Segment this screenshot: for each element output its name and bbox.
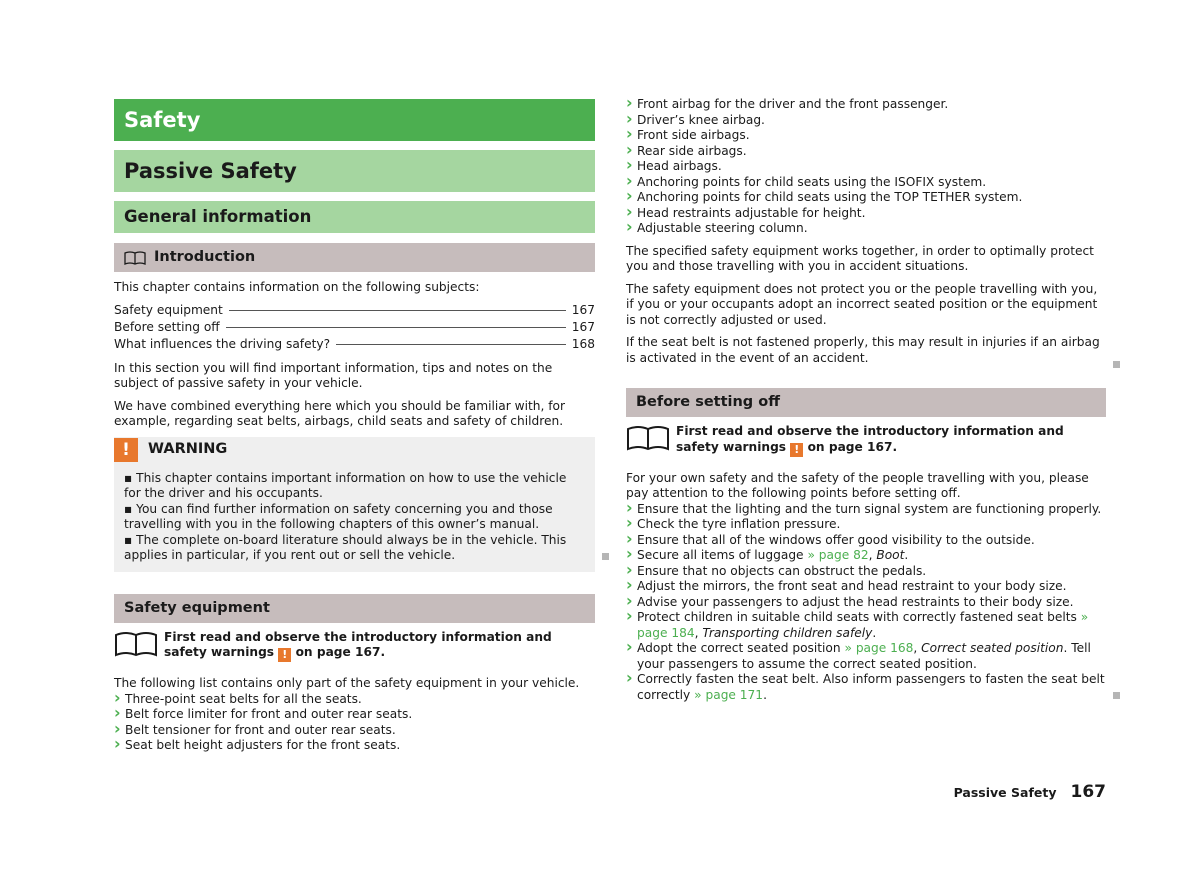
reference-title: Boot bbox=[876, 548, 905, 562]
book-icon bbox=[626, 425, 670, 451]
warning-icon: ! bbox=[790, 443, 803, 457]
warning-item: ▪ You can find further information on safety concerning you and those travelling with you in the following chapters of this owner’s manual. bbox=[124, 501, 553, 531]
book-icon bbox=[124, 251, 146, 265]
reference-title: Correct seated position bbox=[921, 641, 1064, 655]
list-item: › Ensure that no objects can obstruct the pedals. bbox=[626, 564, 1106, 580]
list-intro: The following list contains only part of the safety equipment in your vehicle. bbox=[114, 676, 580, 690]
list-item: › Anchoring points for child seats using the TOP TETHER system. bbox=[626, 190, 1106, 206]
toc-row[interactable] bbox=[114, 337, 595, 354]
list-item: › Adjustable steering column. bbox=[626, 221, 1106, 237]
list-item: › Belt tensioner for front and outer rear seats. bbox=[114, 723, 595, 739]
paragraph: The safety equipment does not protect you or the people travelling with you, if you or your occupants adopt an incorrect seated position or the equipment is not correctly adjusted or used. bbox=[626, 281, 1098, 327]
list-item: › Protect children in suitable child seats with correctly fastened seat belts » page 184, Transporting children safely. bbox=[626, 610, 1106, 641]
warning-title: WARNING bbox=[148, 440, 228, 457]
safety-equipment-list bbox=[114, 692, 595, 754]
list-item: › Head airbags. bbox=[626, 159, 1106, 175]
page-link[interactable]: » page 171 bbox=[694, 687, 764, 702]
right-column bbox=[626, 97, 1106, 703]
warning-item: ▪ This chapter contains important information on how to use the vehicle for the driver and his occupants. bbox=[124, 470, 567, 500]
list-item: › Rear side airbags. bbox=[626, 144, 1106, 160]
toc-label: Safety equipment bbox=[114, 302, 223, 317]
item-text: Adopt the correct seated position bbox=[637, 641, 841, 655]
page-link[interactable]: » page 184 bbox=[637, 610, 1089, 640]
list-item: › Seat belt height adjusters for the front seats. bbox=[114, 738, 595, 754]
list-item: › Ensure that all of the windows offer good visibility to the outside. bbox=[626, 533, 1106, 549]
list-item: › Head restraints adjustable for height. bbox=[626, 206, 1106, 222]
safety-equipment-list-continued bbox=[626, 97, 1106, 237]
item-text: Protect children in suitable child seats with correctly fastened seat belts bbox=[637, 610, 1077, 624]
warning-box bbox=[114, 437, 595, 572]
subsection-title: General information bbox=[114, 201, 595, 233]
list-item: › Three-point seat belts for all the seats. bbox=[114, 692, 595, 708]
paragraph: The specified safety equipment works together, in order to optimally protect you and those travelling with you in accident situations. bbox=[626, 243, 1094, 273]
toc-label: What influences the driving safety? bbox=[114, 336, 331, 351]
list-item: › Belt force limiter for front and outer rear seats. bbox=[114, 707, 595, 723]
section-title: Passive Safety bbox=[114, 150, 595, 192]
toc-leader bbox=[229, 310, 566, 311]
before-setting-off-heading bbox=[626, 388, 1106, 417]
toc-row[interactable] bbox=[114, 303, 595, 320]
note-text bbox=[164, 630, 595, 663]
list-item: › Correctly fasten the seat belt. Also inform passengers to fasten the seat belt correctly » page 171. bbox=[626, 672, 1106, 703]
introduction-heading bbox=[114, 243, 595, 272]
left-column bbox=[114, 99, 595, 754]
safety-equipment-heading bbox=[114, 594, 595, 623]
paragraph: In this section you will find important information, tips and notes on the subject of passive safety in your vehicle. bbox=[114, 360, 553, 390]
list-item: › Driver’s knee airbag. bbox=[626, 113, 1106, 129]
item-text: Secure all items of luggage bbox=[637, 548, 804, 562]
list-item: › Ensure that the lighting and the turn signal system are functioning properly. bbox=[626, 502, 1106, 518]
item-text: Tell your passengers to assume the correct seated position. bbox=[637, 641, 1091, 671]
note-page-link[interactable]: on page 167. bbox=[295, 645, 386, 659]
warning-icon: ! bbox=[278, 648, 291, 662]
list-item: › Check the tyre inflation pressure. bbox=[626, 517, 1106, 533]
warning-item: ▪ The complete on-board literature should always be in the vehicle. This applies in particular, if you rent out or sell the vehicle. bbox=[124, 532, 567, 562]
toc-row[interactable] bbox=[114, 320, 595, 337]
list-item: › Front side airbags. bbox=[626, 128, 1106, 144]
end-of-section-marker bbox=[602, 553, 609, 560]
item-text: Correctly fasten the seat belt. Also inform passengers to fasten the seat belt correctly bbox=[637, 672, 1105, 702]
intro-text: This chapter contains information on the following subjects: bbox=[114, 280, 480, 294]
chapter-title: Safety bbox=[114, 99, 595, 141]
list-item: › Secure all items of luggage » page 82, Boot. bbox=[626, 548, 1106, 564]
page-number: 167 bbox=[1070, 782, 1106, 802]
paragraph: For your own safety and the safety of the people travelling with you, please pay attention to the following points before setting off. bbox=[626, 470, 1089, 500]
read-first-note bbox=[114, 630, 595, 663]
toc-leader bbox=[226, 327, 566, 328]
toc-page: 167 bbox=[571, 319, 595, 334]
toc-leader bbox=[336, 344, 566, 345]
introduction-title: Introduction bbox=[154, 249, 256, 265]
paragraph-text: If the seat belt is not fastened properly, this may result in injuries if an airbag is activated in the event of an accident. bbox=[626, 335, 1100, 365]
list-item: › Adjust the mirrors, the front seat and head restraint to your body size. bbox=[626, 579, 1106, 595]
list-item: › Anchoring points for child seats using the ISOFIX system. bbox=[626, 175, 1106, 191]
list-item: › Front airbag for the driver and the front passenger. bbox=[626, 97, 1106, 113]
warning-header bbox=[114, 437, 595, 463]
book-icon bbox=[114, 631, 158, 657]
note-body: First read and observe the introductory information and safety warnings bbox=[676, 424, 1064, 454]
read-first-note bbox=[626, 424, 1106, 457]
list-item: › Adopt the correct seated position » page 168, Correct seated position. Tell your passengers to assume the correct seated position. bbox=[626, 641, 1106, 672]
before-setting-off-list bbox=[626, 502, 1106, 704]
page-link[interactable]: » page 82 bbox=[807, 548, 869, 562]
note-body: First read and observe the introductory information and safety warnings bbox=[164, 629, 552, 659]
toc-page: 168 bbox=[571, 336, 595, 351]
page-link[interactable]: » page 168 bbox=[844, 641, 914, 655]
footer-section: Passive Safety bbox=[953, 785, 1057, 800]
warning-icon: ! bbox=[114, 438, 138, 462]
paragraph bbox=[626, 335, 1106, 366]
toc bbox=[114, 303, 595, 354]
note-page-link[interactable]: on page 167. bbox=[807, 439, 898, 454]
toc-label: Before setting off bbox=[114, 319, 220, 334]
paragraph: We have combined everything here which you should be familiar with, for example, regarding seat belts, airbags, child seats and safety of children. bbox=[114, 398, 565, 428]
note-text bbox=[676, 424, 1106, 457]
toc-page: 167 bbox=[571, 302, 595, 317]
end-of-section-marker bbox=[1113, 361, 1120, 368]
end-of-section-marker bbox=[1113, 692, 1120, 699]
page-footer bbox=[953, 782, 1106, 802]
safety-equipment-title: Safety equipment bbox=[124, 599, 270, 616]
warning-body bbox=[114, 463, 595, 564]
before-setting-off-title: Before setting off bbox=[636, 394, 780, 410]
list-item: › Advise your passengers to adjust the head restraints to their body size. bbox=[626, 595, 1106, 611]
reference-title: Transporting children safely bbox=[702, 625, 873, 640]
